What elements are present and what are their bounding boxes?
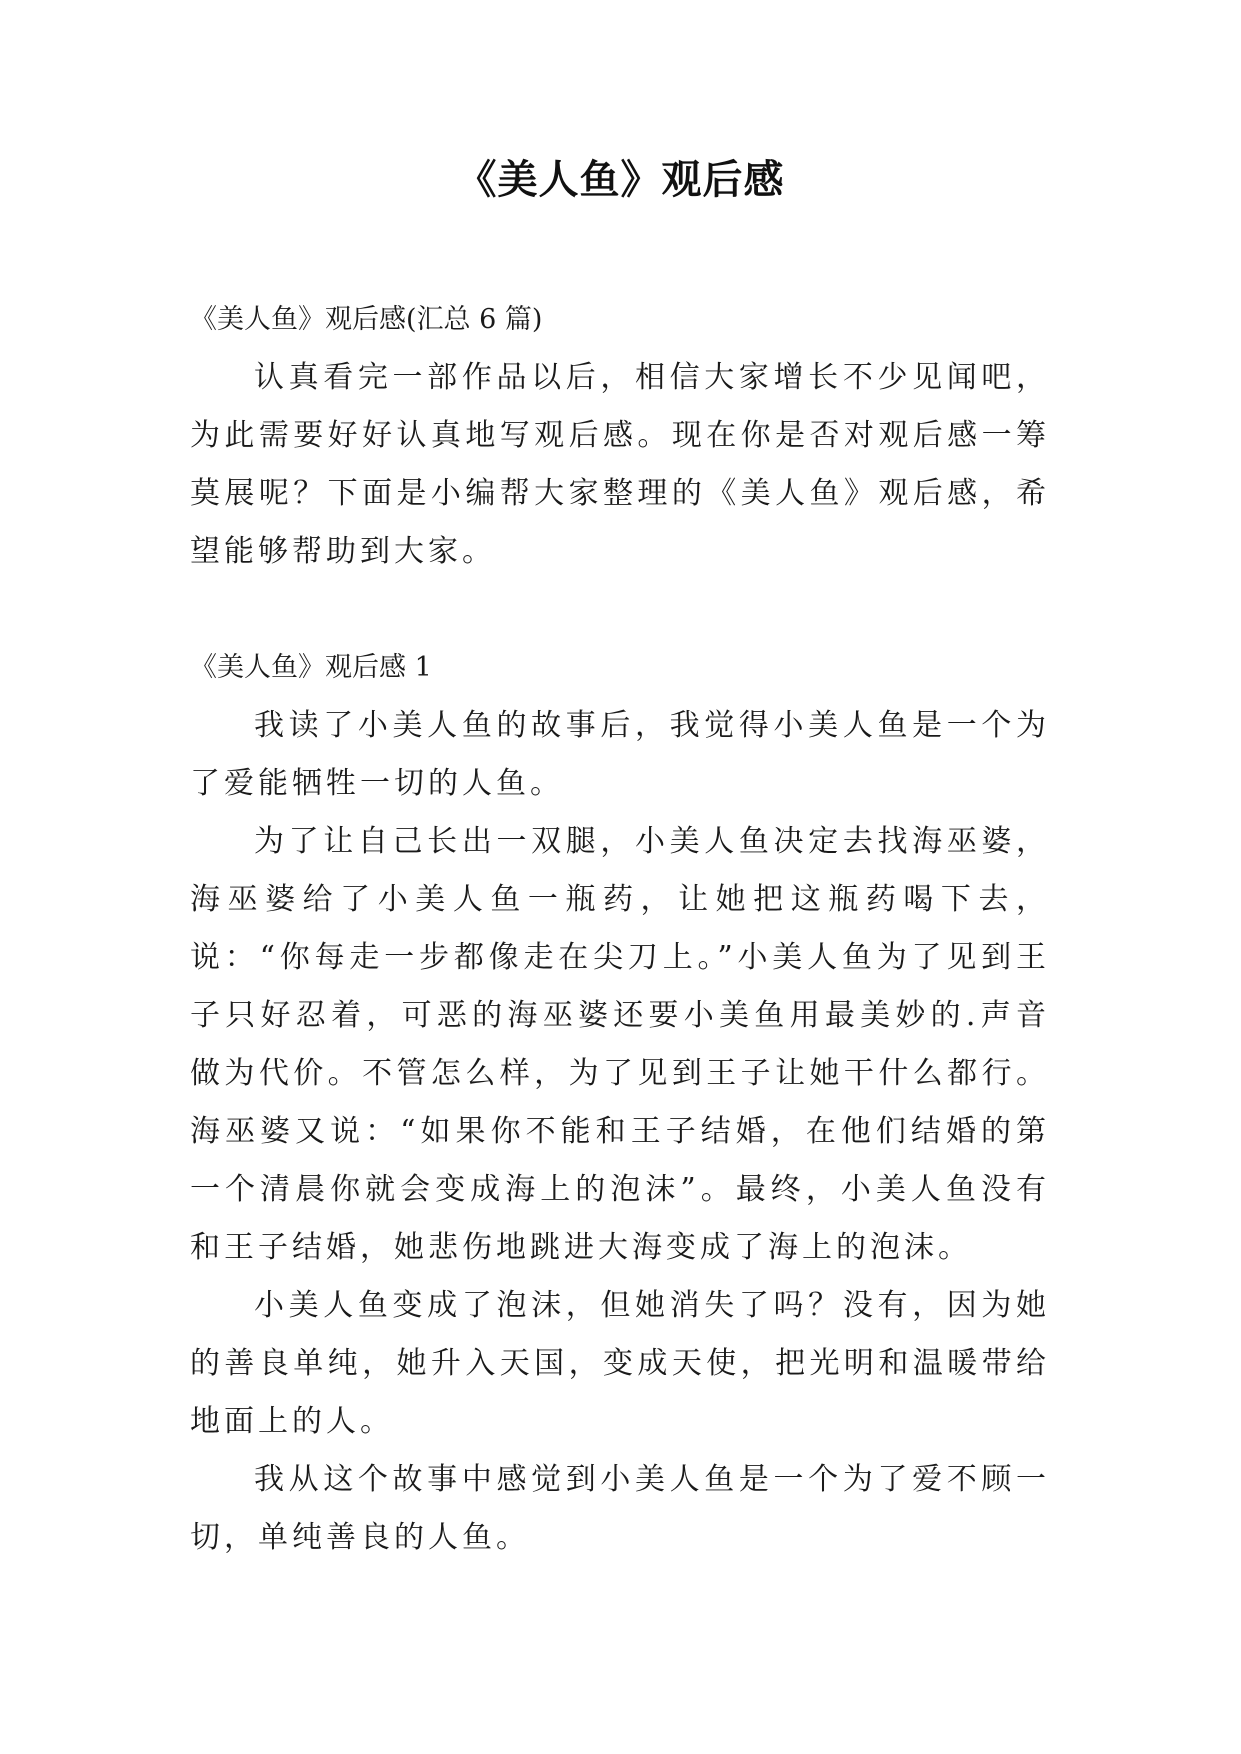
section-heading: 《美人鱼》观后感 1 [190, 652, 432, 683]
section-spacer [190, 581, 1050, 639]
document-subtitle: 《美人鱼》观后感(汇总 6 篇) [190, 304, 543, 335]
body-paragraph: 为了让自己长出一双腿，小美人鱼决定去找海巫婆，海巫婆给了小美人鱼一瓶药，让她把这瓶药喝下去，说：“你每走一步都像走在尖刀上。”小美人鱼为了见到王子只好忍着，可恶的海巫婆还要小美鱼用最美妙的.声音做为代价。不管怎么样，为了见到王子让她干什么都行。海巫婆又说：“如果你不能和王子结婚，在他们结婚的第一个清晨你就会变成海上的泡沫”。最终，小美人鱼没有和王子结婚，她悲伤地跳进大海变成了海上的泡沫。 [190, 824, 1050, 1265]
page-title: 《美人鱼》观后感 [456, 157, 785, 203]
document-body [190, 291, 1050, 1567]
body-paragraph: 我从这个故事中感觉到小美人鱼是一个为了爱不顾一切，单纯善良的人鱼。 [190, 1462, 1050, 1555]
body-paragraph: 我读了小美人鱼的故事后，我觉得小美人鱼是一个为了爱能牺牲一切的人鱼。 [190, 708, 1050, 801]
intro-paragraph: 认真看完一部作品以后，相信大家增长不少见闻吧，为此需要好好认真地写观后感。现在你是否对观后感一筹莫展呢？下面是小编帮大家整理的《美人鱼》观后感，希望能够帮助到大家。 [190, 360, 1050, 569]
body-paragraph: 小美人鱼变成了泡沫，但她消失了吗？没有，因为她的善良单纯，她升入天国，变成天使，把光明和温暖带给地面上的人。 [190, 1288, 1050, 1439]
